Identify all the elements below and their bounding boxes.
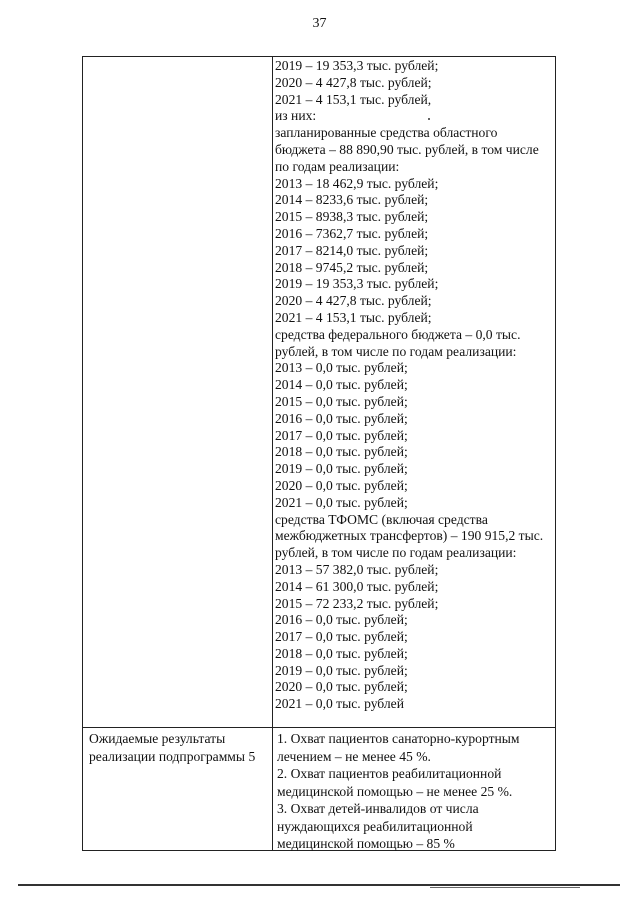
- funding-line: 2013 – 18 462,9 тыс. рублей;: [275, 175, 439, 191]
- funding-line: 2013 – 0,0 тыс. рублей;: [275, 360, 408, 376]
- funding-line: 2020 – 4 427,8 тыс. рублей;: [275, 293, 432, 309]
- funding-line: 2020 – 0,0 тыс. рублей;: [275, 679, 408, 695]
- funding-line: 2020 – 0,0 тыс. рублей;: [275, 477, 408, 493]
- label-line: реализации подпрограммы 5: [89, 749, 256, 764]
- label-line: Ожидаемые результаты: [89, 731, 226, 746]
- funding-line: межбюджетных трансфертов) – 190 915,2 тыс.: [275, 528, 544, 544]
- expected-results-list: [277, 730, 553, 853]
- funding-line: 2021 – 0,0 тыс. рублей: [275, 696, 404, 712]
- funding-line: 2016 – 0,0 тыс. рублей;: [275, 410, 408, 426]
- funding-line: 2017 – 0,0 тыс. рублей;: [275, 629, 408, 645]
- funding-line: 2021 – 4 153,1 тыс. рублей;: [275, 309, 432, 325]
- funding-line: 2020 – 4 427,8 тыс. рублей;: [275, 74, 432, 90]
- funding-line: 2016 – 0,0 тыс. рублей;: [275, 612, 408, 628]
- funding-line: 2018 – 0,0 тыс. рублей;: [275, 444, 408, 460]
- funding-line: рублей, в том числе по годам реализации:: [275, 545, 517, 561]
- funding-line: 2021 – 4 153,1 тыс. рублей,: [275, 91, 432, 107]
- funding-line: 2019 – 19 353,3 тыс. рублей;: [275, 276, 439, 292]
- result-line: медицинской помощью – 85 %: [277, 836, 455, 851]
- footer-rule-secondary: [430, 887, 580, 888]
- funding-line: 2019 – 0,0 тыс. рублей;: [275, 662, 408, 678]
- funding-line: по годам реализации:: [275, 158, 400, 174]
- column-divider: [272, 57, 273, 850]
- funding-line: запланированные средства областного: [275, 125, 498, 141]
- result-line: 3. Охват детей-инвалидов от числа: [277, 801, 479, 816]
- funding-line: 2018 – 9745,2 тыс. рублей;: [275, 259, 429, 275]
- funding-line: 2016 – 7362,7 тыс. рублей;: [275, 225, 429, 241]
- funding-line: бюджета – 88 890,90 тыс. рублей, в том числе: [275, 141, 539, 157]
- result-line: 1. Охват пациентов санаторно-курортным: [277, 731, 520, 746]
- funding-line: 2014 – 8233,6 тыс. рублей;: [275, 192, 429, 208]
- result-line: 2. Охват пациентов реабилитационной: [277, 766, 502, 781]
- funding-line: 2015 – 0,0 тыс. рублей;: [275, 393, 408, 409]
- funding-line: 2017 – 8214,0 тыс. рублей;: [275, 242, 429, 258]
- funding-line: 2017 – 0,0 тыс. рублей;: [275, 427, 408, 443]
- funding-line: из них:: [275, 108, 317, 124]
- funding-line: 2021 – 0,0 тыс. рублей;: [275, 494, 408, 510]
- funding-line: средства федерального бюджета – 0,0 тыс.: [275, 326, 521, 342]
- funding-line: 2015 – 8938,3 тыс. рублей;: [275, 209, 429, 225]
- funding-line: 2013 – 57 382,0 тыс. рублей;: [275, 561, 439, 577]
- row-divider: [83, 727, 555, 728]
- funding-line: средства ТФОМС (включая средства: [275, 511, 488, 527]
- scan-speck: [428, 118, 430, 120]
- result-line: медицинской помощью – не менее 25 %.: [277, 783, 513, 799]
- funding-line: 2018 – 0,0 тыс. рублей;: [275, 645, 408, 661]
- result-line: нуждающихся реабилитационной: [277, 818, 473, 834]
- funding-line: рублей, в том числе по годам реализации:: [275, 343, 517, 359]
- funding-cell: [275, 58, 551, 713]
- funding-line: 2019 – 19 353,3 тыс. рублей;: [275, 58, 439, 73]
- funding-line: 2015 – 72 233,2 тыс. рублей;: [275, 595, 439, 611]
- page-number: 37: [312, 16, 327, 31]
- funding-line: 2014 – 61 300,0 тыс. рублей;: [275, 578, 439, 594]
- funding-line: 2019 – 0,0 тыс. рублей;: [275, 461, 408, 477]
- expected-results-label: [89, 730, 271, 766]
- subprogram-table: [82, 56, 556, 851]
- funding-line: 2014 – 0,0 тыс. рублей;: [275, 377, 408, 393]
- footer-rule: [18, 884, 620, 886]
- result-line: лечением – не менее 45 %.: [277, 748, 431, 764]
